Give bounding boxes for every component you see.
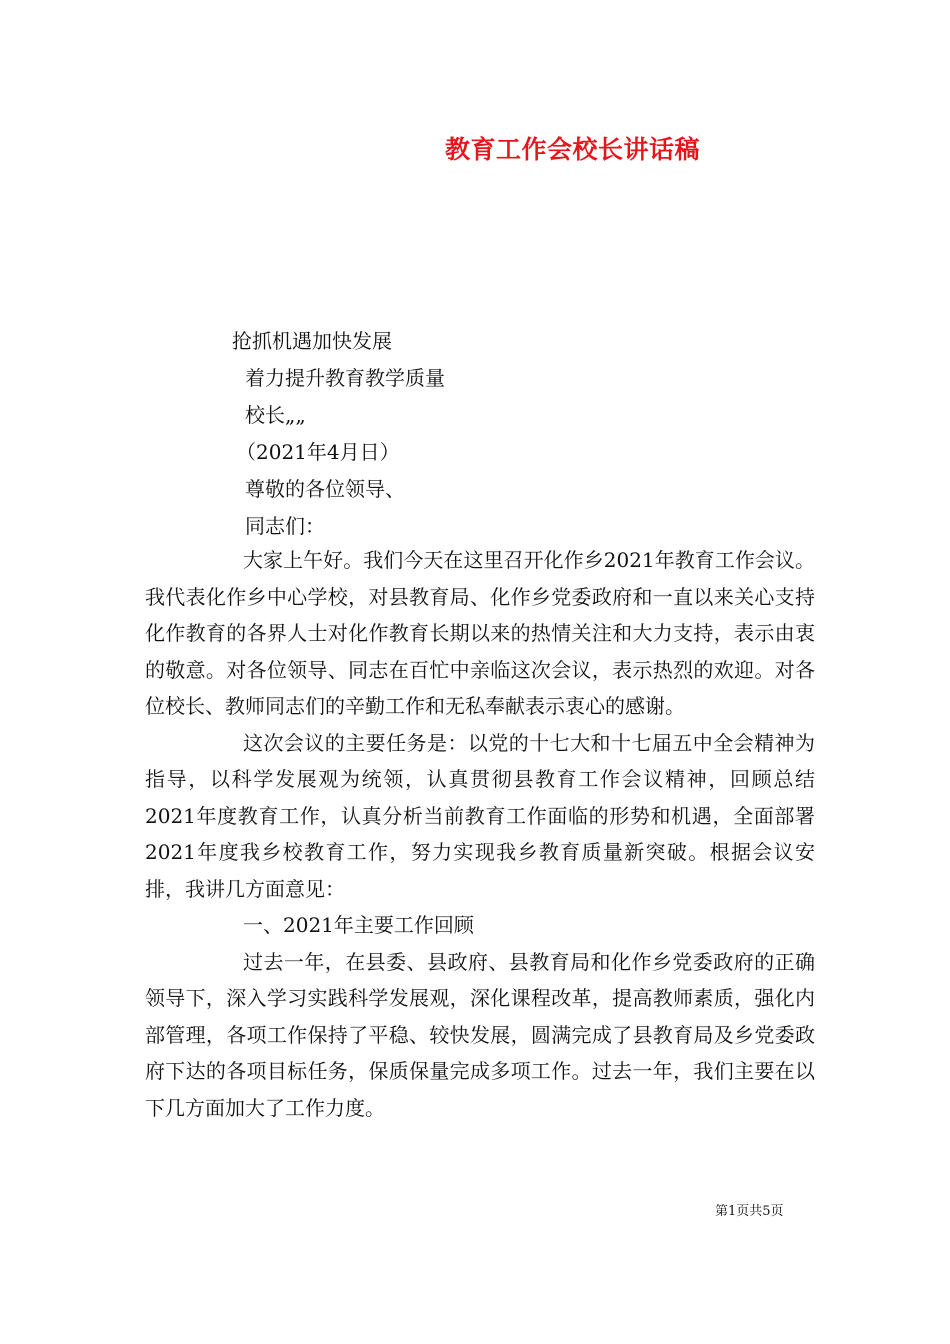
paragraph-greeting: 大家上午好。我们今天在这里召开化作乡2021年教育工作会议。我代表化作乡中心学校，对县教育局、化作乡党委政府和一直以来关心支持化作教育的各界人士对化作教育长期以来的热情关注和大力支持，表示由衷的敬意。对各位领导、同志在百忙中亲临这次会议，表示热烈的欢迎。对各位校长、教师同志们的辛勤工作和无私奉献表示衷心的感谢。 [145,548,815,718]
speaker-line: 校长„„ [245,403,306,427]
document-title: 教育工作会校长讲话稿 [445,135,701,164]
subtitle-line-1: 抢抓机遇加快发展 [232,329,392,353]
body-text [145,542,815,1126]
paragraph-meeting-tasks: 这次会议的主要任务是：以党的十七大和十七届五中全会精神为指导，以科学发展观为统领，认真贯彻县教育工作会议精神，回顾总结2021年度教育工作，认真分析当前教育工作面临的形势和机遇，全面部署2021年度我乡校教育工作，努力实现我乡教育质量新突破。根据会议安排，我讲几方面意见： [145,730,815,901]
date-line: （2021年4月日） [236,440,400,464]
section-heading: 一、2021年主要工作回顾 [243,913,474,937]
salutation-line-2: 同志们： [245,514,325,538]
salutation-line-1: 尊敬的各位领导、 [245,477,405,501]
paragraph-review: 过去一年，在县委、县政府、县教育局和化作乡党委政府的正确领导下，深入学习实践科学发展观，深化课程改革，提高教师素质，强化内部管理，各项工作保持了平稳、较快发展，圆满完成了县教育局及乡党委政府下达的各项目标任务，保质保量完成多项工作。过去一年，我们主要在以下几方面加大了工作力度。 [145,949,815,1120]
page-number: 第1页共5页 [715,1204,784,1219]
subtitle-line-2: 着力提升教育教学质量 [245,366,445,390]
